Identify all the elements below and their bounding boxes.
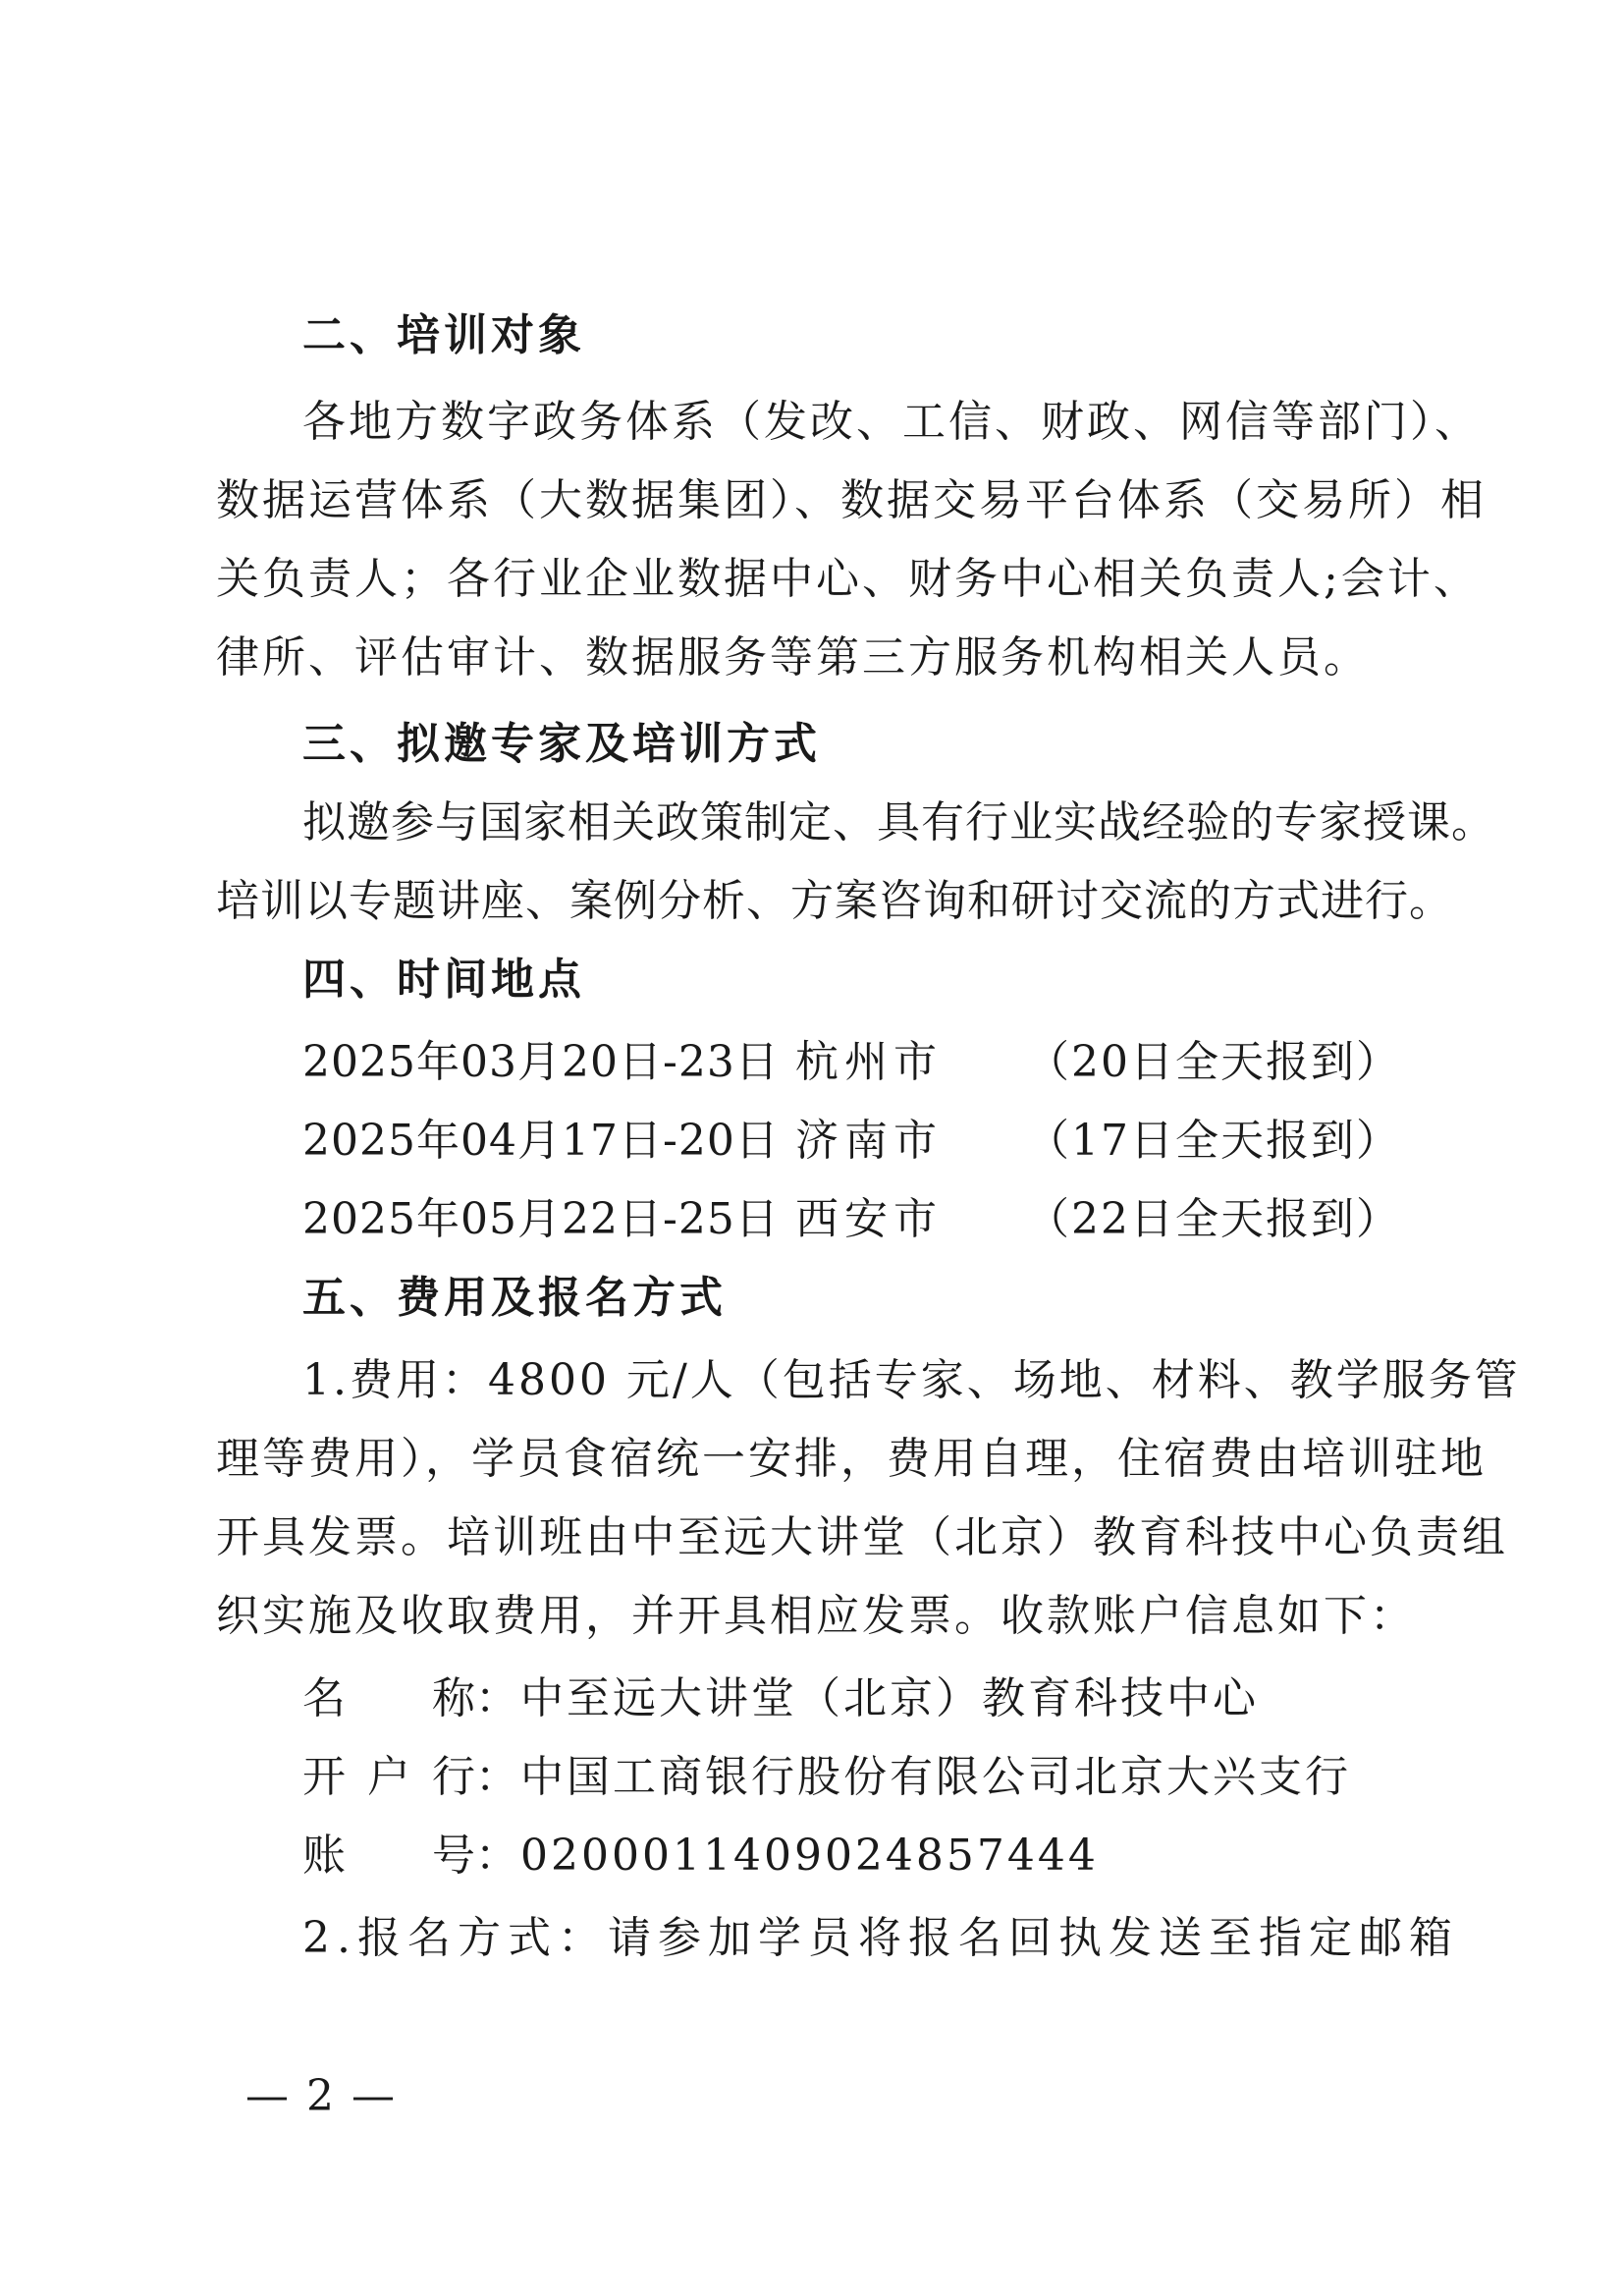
schedule-date: 2025年04月17日-20日 bbox=[302, 1116, 780, 1166]
account-name-label bbox=[302, 1669, 520, 1728]
schedule-city: 西安市 bbox=[795, 1194, 943, 1244]
account-bank-value: 中国工商银行股份有限公司北京大兴支行 bbox=[520, 1752, 1351, 1802]
section-5-line-1: 1.费用：4800 元/人（包括专家、场地、材料、教学服务管 bbox=[302, 1355, 1521, 1405]
account-number-value: 0200011409024857444 bbox=[520, 1831, 1099, 1881]
account-number-label bbox=[302, 1827, 520, 1886]
page-number: — 2 — bbox=[245, 2071, 397, 2121]
section-2-line-1: 各地方数字政务体系（发改、工信、财政、网信等部门）、 bbox=[302, 397, 1481, 447]
section-5-line-4: 织实施及收取费用，并开具相应发票。收款账户信息如下： bbox=[216, 1591, 1416, 1641]
section-2-line-4: 律所、评估审计、数据服务等第三方服务机构相关人员。 bbox=[216, 632, 1370, 683]
section-3-line-1: 拟邀参与国家相关政策制定、具有行业实战经验的专家授课。 bbox=[302, 797, 1495, 847]
schedule-city: 杭州市 bbox=[795, 1037, 943, 1087]
section-2-heading: 二、培训对象 bbox=[302, 310, 585, 360]
account-bank-label-part: 户 bbox=[367, 1752, 410, 1802]
account-name-label-part: 称： bbox=[432, 1673, 518, 1723]
section-5-heading: 五、费用及报名方式 bbox=[302, 1273, 727, 1323]
schedule-note: （17日全天报到） bbox=[1026, 1116, 1401, 1166]
section-5-signup: 2.报名方式：请参加学员将报名回执发送至指定邮箱 bbox=[302, 1913, 1459, 1963]
schedule-date: 2025年03月20日-23日 bbox=[302, 1037, 780, 1087]
section-4-heading: 四、时间地点 bbox=[302, 955, 585, 1005]
section-2-line-2: 数据运营体系（大数据集团）、数据交易平台体系（交易所）相 bbox=[216, 475, 1487, 525]
schedule-city: 济南市 bbox=[795, 1116, 943, 1166]
schedule-date: 2025年05月22日-25日 bbox=[302, 1194, 780, 1244]
section-3-line-2: 培训以专题讲座、案例分析、方案咨询和研讨交流的方式进行。 bbox=[216, 876, 1453, 926]
section-5-line-2: 理等费用），学员食宿统一安排，费用自理，住宿费由培训驻地 bbox=[216, 1434, 1487, 1484]
account-number-label-part: 号： bbox=[432, 1831, 518, 1881]
account-name-value: 中至远大讲堂（北京）教育科技中心 bbox=[520, 1673, 1259, 1723]
section-3-heading: 三、拟邀专家及培训方式 bbox=[302, 719, 821, 769]
section-2-line-3: 关负责人；各行业企业数据中心、财务中心相关负责人;会计、 bbox=[216, 554, 1480, 604]
schedule-note: （20日全天报到） bbox=[1026, 1037, 1401, 1087]
section-5-line-3: 开具发票。培训班由中至远大讲堂（北京）教育科技中心负责组 bbox=[216, 1512, 1508, 1562]
account-bank-label bbox=[302, 1748, 520, 1807]
account-bank-label-part: 行： bbox=[432, 1752, 518, 1802]
account-name-label-part: 名 bbox=[302, 1673, 346, 1723]
schedule-note: （22日全天报到） bbox=[1026, 1194, 1401, 1244]
account-bank-label-part: 开 bbox=[302, 1752, 346, 1802]
account-number-label-part: 账 bbox=[302, 1831, 346, 1881]
